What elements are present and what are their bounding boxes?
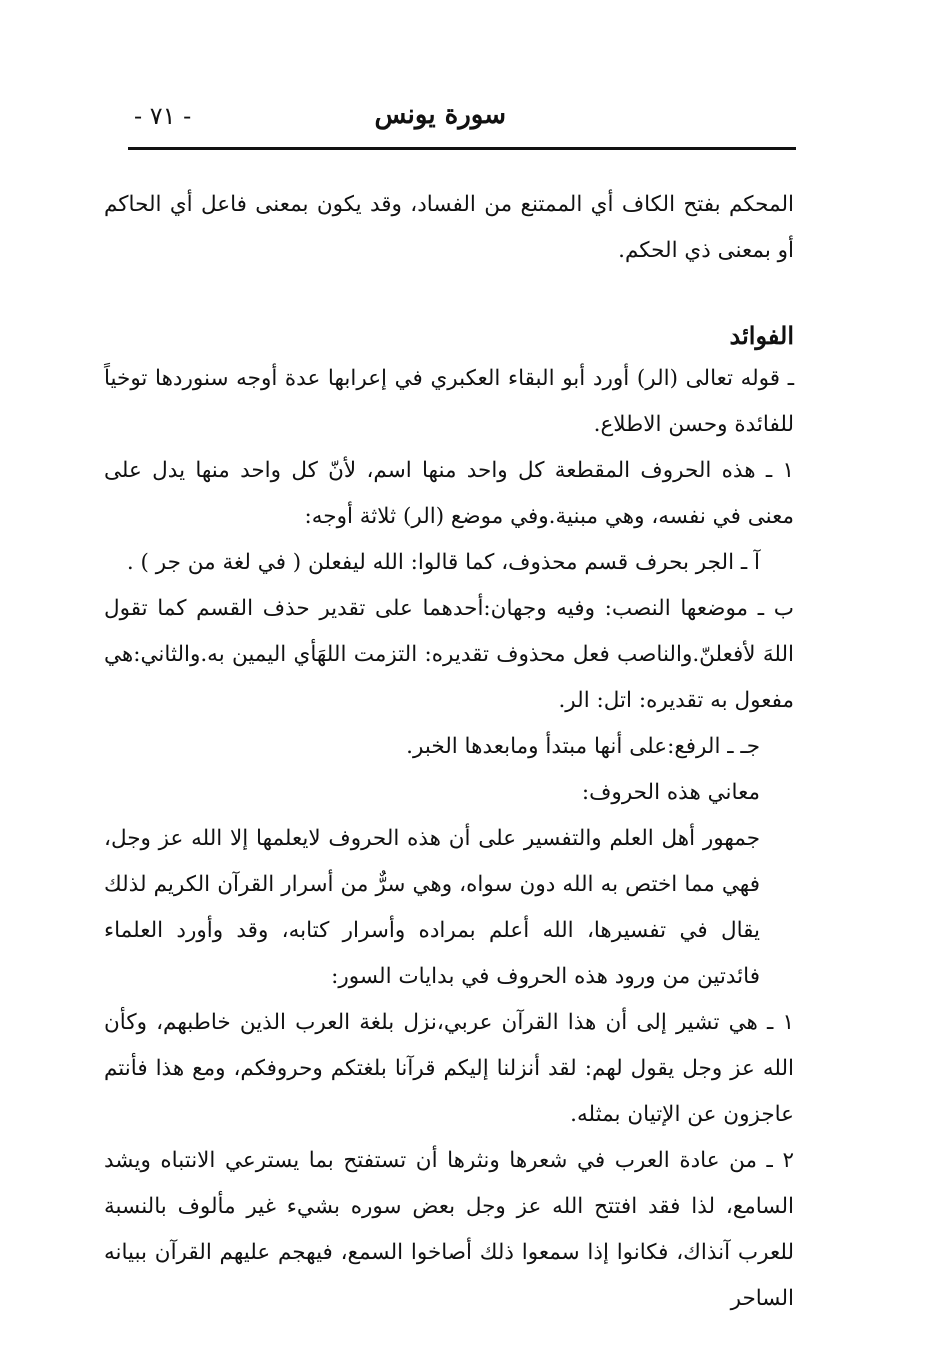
intro-paragraph: المحكم بفتح الكاف أي الممتنع من الفساد، وقد يكون بمعنى فاعل أي الحاكم أو بمعنى ذي الحكم. [104, 192, 794, 263]
paragraph-2: ١ ـ هذه الحروف المقطعة كل واحد منها اسم، لأنّ كل واحد منها يدل على معنى في نفسه، وهي مبنية.وفي موضع (الر) ثلاثة أوجه: [104, 458, 794, 529]
paragraph-6: معاني هذه الحروف: [581, 780, 760, 805]
section-spacer [104, 274, 794, 316]
section-title: الفوائد [729, 321, 794, 350]
paragraph-5: جـ ـ الرفع:على أنها مبتدأ ومابعدها الخبر. [406, 734, 760, 759]
paragraph-7: جمهور أهل العلم والتفسير على أن هذه الحروف لايعلمها إلا الله عز وجل، فهي مما اختص به الله دون سواه، وهي سرٌّ من أسرار القرآن الكريم لذلك يقال في تفسيرها، الله أعلم بمراده وأسرار كتابه، وقد وأورد العلماء فائدتين من ورود هذه الحروف في بدايات السور: [104, 826, 760, 989]
paragraph-8: ١ ـ هي تشير إلى أن هذا القرآن عربي،نزل بلغة العرب الذين خاطبهم، وكأن الله عز وجل يقول لهم: لقد أنزلنا إليكم قرآنا بلغتكم وحروفكم، ومع هذا فأنتم عاجزون عن الإتيان بمثله. [104, 1010, 794, 1127]
page-body [104, 182, 794, 1322]
running-header [128, 100, 796, 144]
header-divider [128, 147, 796, 150]
paragraph-1: ـ قوله تعالى (الر) أورد أبو البقاء العكبري في إعرابها عدة أوجه سنوردها توخياً للفائدة وحسن الاطلاع. [104, 366, 794, 437]
paragraph-4: ب ـ موضعها النصب: وفيه وجهان:أحدهما على تقدير حذف القسم كما تقول اللهَ لأفعلنّ.والناصب فعل محذوف تقديره: التزمت اللهَأي اليمين به.والثاني:هي مفعول به تقديره: اتل: الر. [104, 596, 794, 713]
page-number: - ٧١ - [134, 102, 192, 130]
paragraph-9: ٢ ـ من عادة العرب في شعرها ونثرها أن تستفتح بما يسترعي الانتباه ويشد السامع، لذا فقد افتتح الله عز وجل بعض سوره بشيء غير مألوف بالنسبة للعرب آنذاك، فكانوا إذا سمعوا ذلك أصاخوا السمع، فيهجم عليهم القرآن ببيانه الساحر [104, 1148, 794, 1311]
paragraph-3: آ ـ الجر بحرف قسم محذوف، كما قالوا: الله ليفعلن ( في لغة من جر ) . [126, 550, 760, 575]
header-title: سورة يونس [374, 100, 506, 130]
